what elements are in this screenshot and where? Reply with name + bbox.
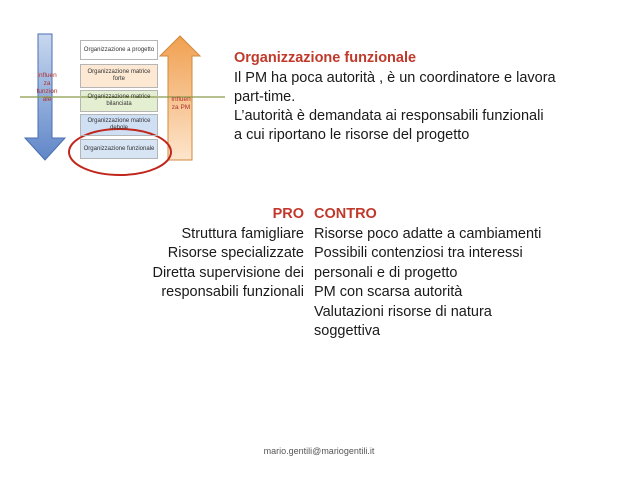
level-balanced-matrix: Organizzazione matrice bilanciata xyxy=(80,90,158,112)
footer-email: mario.gentili@mariogentili.it xyxy=(263,446,375,456)
description-line-3: L’autorità è demandata ai responsabili funzionali xyxy=(234,108,544,124)
description-line-2: part-time. xyxy=(234,89,296,105)
pm-influence-label: Influen za PM xyxy=(171,96,191,111)
pro-item: responsabili funzionali xyxy=(161,284,304,300)
contro-item: Risorse poco adatte a cambiamenti xyxy=(314,225,542,242)
contro-item: soggettiva xyxy=(314,323,381,339)
level-strong-matrix: Organizzazione matrice forte xyxy=(80,64,158,88)
functional-influence-label: Influen za funzion ale xyxy=(36,72,58,103)
slide-title: Organizzazione funzionale xyxy=(234,50,417,66)
contro-header: CONTRO xyxy=(314,206,377,222)
level-project: Organizzazione a progetto xyxy=(80,40,158,60)
contro-item: PM con scarsa autorità xyxy=(314,284,463,300)
level-functional: Organizzazione funzionale xyxy=(80,139,158,159)
contro-item: personali e di progetto xyxy=(314,264,458,281)
level-weak-matrix: Organizzazione matrice debole xyxy=(80,114,158,136)
contro-column xyxy=(314,205,614,342)
contro-item: Valutazioni risorse di natura xyxy=(314,303,492,320)
organization-diagram xyxy=(0,0,230,190)
pro-item: Struttura famigliare xyxy=(181,225,304,242)
pro-header: PRO xyxy=(272,206,304,222)
description-line-4: a cui riportano le risorse del progetto xyxy=(234,127,470,143)
pro-column xyxy=(120,205,304,303)
contro-item: Possibili contenziosi tra interessi xyxy=(314,245,523,261)
description-line-1: Il PM ha poca autorità , è un coordinatore e lavora xyxy=(234,70,556,86)
pro-item: Diretta supervisione dei xyxy=(152,264,304,281)
pro-item: Risorse specializzate xyxy=(167,245,304,261)
